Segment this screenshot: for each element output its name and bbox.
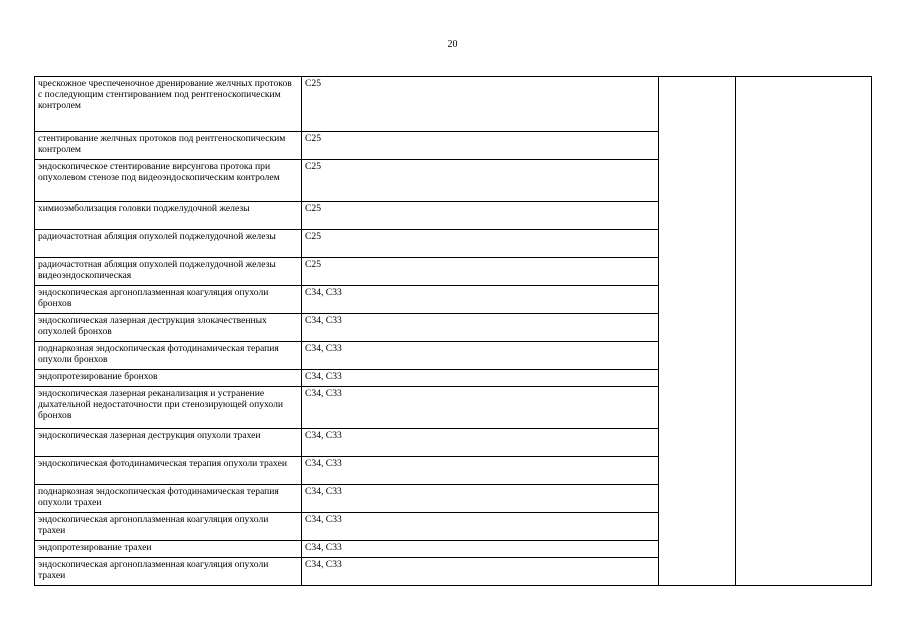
code-cell: C25 (302, 77, 659, 132)
code-cell: C34, C33 (302, 429, 659, 457)
procedure-cell: эндоскопическая лазерная деструкция злокачественных опухолей бронхов (35, 314, 302, 342)
empty-cell-col3 (659, 77, 736, 586)
procedure-cell: эндоскопическое стентирование вирсунгова протока при опухолевом стенозе под видеоэндоскопическим контролем (35, 160, 302, 202)
code-cell: C34, C33 (302, 513, 659, 541)
code-cell: C34, C33 (302, 541, 659, 558)
code-cell: C34, C33 (302, 342, 659, 370)
procedure-cell: эндоскопическая аргоноплазменная коагуляция опухоли трахеи (35, 558, 302, 586)
procedure-cell: эндопротезирование трахеи (35, 541, 302, 558)
code-cell: C25 (302, 132, 659, 160)
code-cell: C25 (302, 160, 659, 202)
procedure-cell: эндопротезирование бронхов (35, 370, 302, 387)
procedure-cell: эндоскопическая аргоноплазменная коагуляция опухоли бронхов (35, 286, 302, 314)
code-cell: C34, C33 (302, 314, 659, 342)
code-cell: C34, C33 (302, 286, 659, 314)
procedure-cell: радиочастотная абляция опухолей поджелудочной железы видеоэндоскопическая (35, 258, 302, 286)
code-cell: C25 (302, 258, 659, 286)
procedure-cell: химиоэмболизация головки поджелудочной железы (35, 202, 302, 230)
code-cell: C25 (302, 230, 659, 258)
page-number: 20 (447, 39, 458, 50)
code-cell: C34, C33 (302, 370, 659, 387)
procedure-cell: эндоскопическая фотодинамическая терапия опухоли трахеи (35, 457, 302, 485)
code-cell: C34, C33 (302, 485, 659, 513)
code-cell: C25 (302, 202, 659, 230)
table-row (35, 77, 872, 132)
procedure-cell: стентирование желчных протоков под рентгеноскопическим контролем (35, 132, 302, 160)
procedures-table (34, 76, 872, 586)
empty-cell-col4 (736, 77, 872, 586)
code-cell: C34, C33 (302, 387, 659, 429)
procedure-cell: эндоскопическая аргоноплазменная коагуляция опухоли трахеи (35, 513, 302, 541)
procedure-cell: чрескожное чреспеченочное дренирование желчных протоков с последующим стентированием под рентгеноскопическим контролем (35, 77, 302, 132)
code-cell: C34, C33 (302, 457, 659, 485)
code-cell: C34, C33 (302, 558, 659, 586)
procedure-cell: эндоскопическая лазерная реканализация и устранение дыхательной недостаточности при стенозирующей опухоли бронхов (35, 387, 302, 429)
procedure-cell: эндоскопическая лазерная деструкция опухоли трахеи (35, 429, 302, 457)
table-body (35, 77, 872, 586)
procedure-cell: радиочастотная абляция опухолей поджелудочной железы (35, 230, 302, 258)
procedure-cell: поднаркозная эндоскопическая фотодинамическая терапия опухоли трахеи (35, 485, 302, 513)
procedure-cell: поднаркозная эндоскопическая фотодинамическая терапия опухоли бронхов (35, 342, 302, 370)
